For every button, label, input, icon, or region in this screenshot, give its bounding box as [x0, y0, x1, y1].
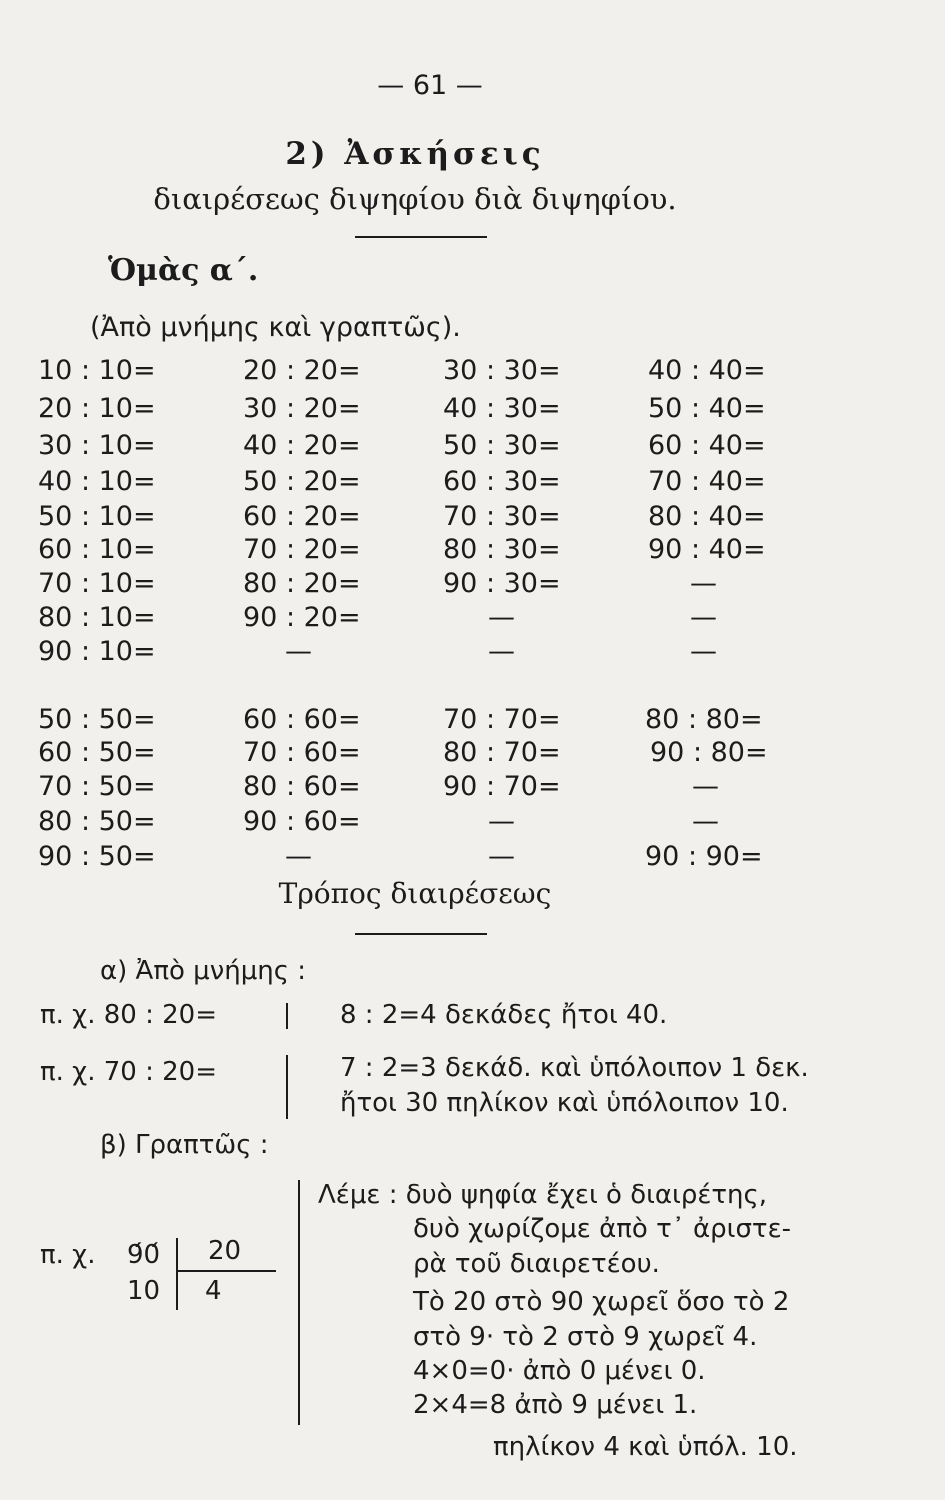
- table-cell: —: [692, 806, 719, 837]
- method-divider: [355, 933, 487, 935]
- table-cell: —: [692, 771, 719, 802]
- table-cell: 30 : 20=: [243, 393, 361, 424]
- table-cell: 90 : 10=: [38, 636, 156, 667]
- table-cell: 60 : 20=: [243, 501, 361, 532]
- table-cell: —: [488, 806, 515, 837]
- table-cell: —: [285, 636, 312, 667]
- example-1-right: 8 : 2=4 δεκάδες ἤτοι 40.: [340, 1000, 668, 1030]
- divisor: 20: [208, 1236, 242, 1266]
- table-cell: 40 : 20=: [243, 430, 361, 461]
- division-bracket-horizontal: [176, 1270, 276, 1272]
- method-heading: Τρόπος διαιρέσεως: [278, 877, 552, 910]
- page-number: — 61 —: [377, 70, 483, 101]
- dividend: 9́0́: [127, 1240, 161, 1270]
- table-cell: 80 : 50=: [38, 806, 156, 837]
- table-cell: 70 : 30=: [443, 501, 561, 532]
- page-title: 2) Ἀσκήσεις: [285, 136, 545, 172]
- table-cell: —: [690, 636, 717, 667]
- table-cell: 80 : 20=: [243, 568, 361, 599]
- table-cell: 20 : 20=: [243, 355, 361, 386]
- table-cell: 50 : 30=: [443, 430, 561, 461]
- table-cell: 30 : 30=: [443, 355, 561, 386]
- explanation-line: στὸ 9· τὸ 2 στὸ 9 χωρεῖ 4.: [413, 1322, 758, 1352]
- example-2-separator: [286, 1055, 288, 1119]
- explanation-line: ρὰ τοῦ διαιρετέου.: [413, 1249, 660, 1279]
- section-a-label: α) Ἀπὸ μνήμης :: [100, 956, 307, 986]
- table-cell: 70 : 20=: [243, 534, 361, 565]
- table-cell: 50 : 50=: [38, 704, 156, 735]
- table-cell: 80 : 10=: [38, 602, 156, 633]
- table-cell: —: [285, 841, 312, 872]
- table-cell: 80 : 40=: [648, 501, 766, 532]
- table-cell: 50 : 40=: [648, 393, 766, 424]
- table-cell: —: [488, 636, 515, 667]
- explanation-line: 2×4=8 ἀπὸ 9 μένει 1.: [413, 1390, 698, 1420]
- explanation-separator: [298, 1180, 300, 1425]
- example-1-separator: [286, 1003, 288, 1029]
- explanation-line: Τὸ 20 στὸ 90 χωρεῖ ὅσο τὸ 2: [413, 1287, 790, 1317]
- table-cell: 60 : 30=: [443, 466, 561, 497]
- section-b-label: β) Γραπτῶς :: [100, 1130, 269, 1160]
- table-cell: 60 : 40=: [648, 430, 766, 461]
- table-cell: 20 : 10=: [38, 393, 156, 424]
- table-cell: 50 : 20=: [243, 466, 361, 497]
- quotient: 4: [205, 1276, 222, 1306]
- table-cell: 50 : 10=: [38, 501, 156, 532]
- example-2-right-2: ἤτοι 30 πηλίκον καὶ ὑπόλοιπον 10.: [340, 1088, 789, 1118]
- table-cell: —: [488, 841, 515, 872]
- table-cell: 60 : 60=: [243, 704, 361, 735]
- table-cell: 90 : 20=: [243, 602, 361, 633]
- explanation-line: δυὸ χωρίζομε ἀπὸ τ᾽ ἀριστε-: [413, 1214, 792, 1244]
- table-cell: 70 : 70=: [443, 704, 561, 735]
- table-cell: —: [690, 568, 717, 599]
- title-divider: [355, 236, 487, 238]
- table-cell: 60 : 10=: [38, 534, 156, 565]
- table-cell: 90 : 40=: [648, 534, 766, 565]
- table-cell: 70 : 50=: [38, 771, 156, 802]
- table-cell: 90 : 60=: [243, 806, 361, 837]
- table-cell: 70 : 10=: [38, 568, 156, 599]
- table-cell: 70 : 40=: [648, 466, 766, 497]
- table-cell: 90 : 70=: [443, 771, 561, 802]
- remainder: 10: [127, 1276, 161, 1306]
- group-note: (Ἀπὸ μνήμης καὶ γραπτῶς).: [90, 312, 461, 343]
- example-2-right-1: 7 : 2=3 δεκάδ. καὶ ὑπόλοιπον 1 δεκ.: [340, 1053, 809, 1083]
- example-1-left: π. χ. 80 : 20=: [40, 1000, 217, 1030]
- table-cell: 80 : 70=: [443, 737, 561, 768]
- table-cell: 90 : 80=: [650, 737, 768, 768]
- page-subtitle: διαιρέσεως διψηφίου διὰ διψηφίου.: [153, 182, 677, 216]
- table-cell: 80 : 60=: [243, 771, 361, 802]
- table-cell: 40 : 10=: [38, 466, 156, 497]
- group-label: Ὁμὰς α΄.: [108, 253, 259, 288]
- division-bracket-vertical: [176, 1238, 178, 1310]
- table-cell: 90 : 90=: [645, 841, 763, 872]
- table-cell: 30 : 10=: [38, 430, 156, 461]
- table-cell: 60 : 50=: [38, 737, 156, 768]
- example-prefix: π. χ.: [40, 1240, 96, 1270]
- explanation-line: Λέμε : δυὸ ψηφία ἔχει ὁ διαιρέτης,: [318, 1180, 768, 1210]
- table-cell: 90 : 30=: [443, 568, 561, 599]
- table-cell: 10 : 10=: [38, 355, 156, 386]
- table-cell: 80 : 30=: [443, 534, 561, 565]
- table-cell: 80 : 80=: [645, 704, 763, 735]
- example-2-left: π. χ. 70 : 20=: [40, 1057, 217, 1087]
- table-cell: 70 : 60=: [243, 737, 361, 768]
- explanation-line: πηλίκον 4 καὶ ὑπόλ. 10.: [493, 1432, 798, 1462]
- table-cell: 90 : 50=: [38, 841, 156, 872]
- table-cell: —: [488, 602, 515, 633]
- table-cell: 40 : 40=: [648, 355, 766, 386]
- explanation-line: 4×0=0· ἀπὸ 0 μένει 0.: [413, 1356, 706, 1386]
- table-cell: —: [690, 602, 717, 633]
- table-cell: 40 : 30=: [443, 393, 561, 424]
